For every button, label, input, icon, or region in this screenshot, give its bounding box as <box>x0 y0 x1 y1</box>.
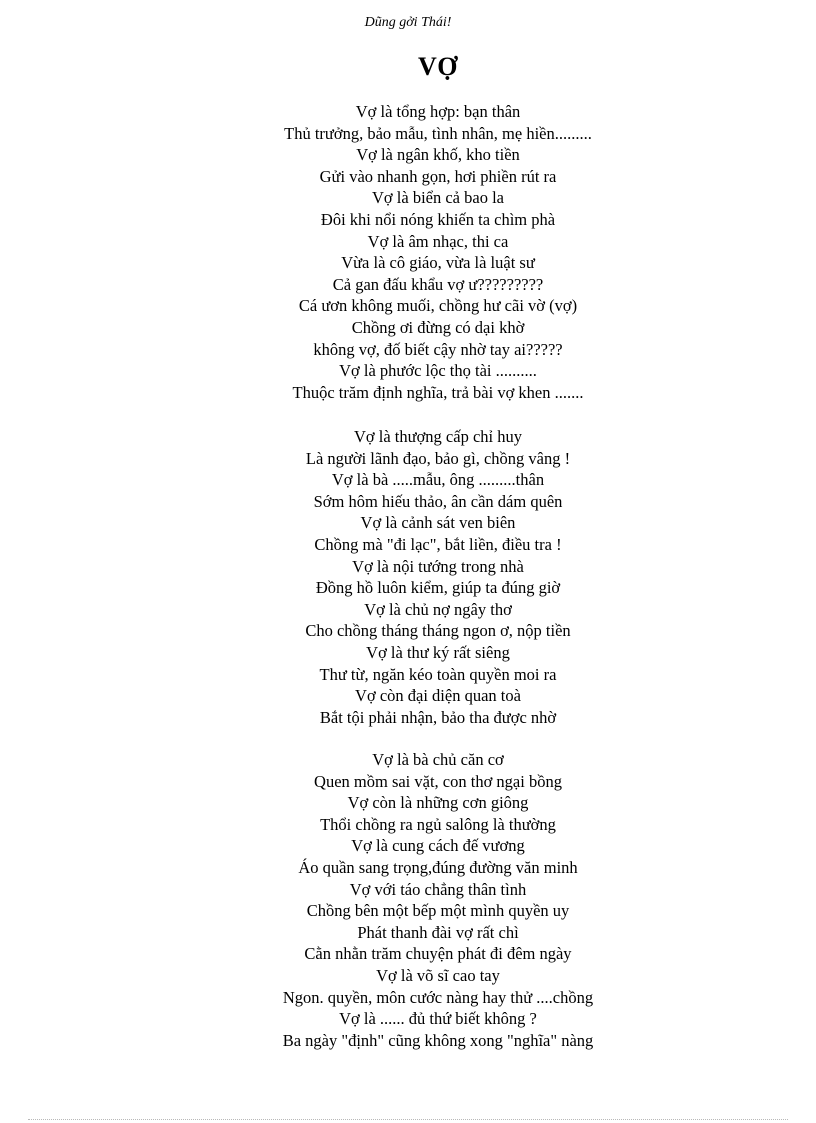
poem-line: Vợ là nội tướng trong nhà <box>352 556 524 576</box>
poem-line: Thư từ, ngăn kéo toàn quyền moi ra <box>319 664 557 684</box>
poem-line: Cho chồng tháng tháng ngon ơ, nộp tiền <box>305 621 571 641</box>
poem-line: Vợ là bà chủ căn cơ <box>372 750 504 769</box>
poem-line: Cằn nhằn trăm chuyện phát đi đêm ngày <box>304 944 572 964</box>
poem-line: Là người lãnh đạo, bảo gì, chồng vâng ! <box>305 448 571 468</box>
page-bottom-rule <box>28 1119 788 1120</box>
poem-line: Gửi vào nhanh gọn, hơi phiền rút ra <box>319 166 557 186</box>
poem-line: Áo quần sang trọng,đúng đường văn minh <box>298 857 578 877</box>
poem-line: Phát thanh đài vợ rất chì <box>357 922 519 942</box>
poem-line: Vợ còn là những cơn giông <box>347 793 529 813</box>
poem-line: Vợ là bà .....mẫu, ông .........thân <box>331 470 545 490</box>
header-note: Dũng gởi Thái! <box>364 15 452 30</box>
poem-line: Vợ là võ sĩ cao tay <box>376 965 500 985</box>
poem-line: Vợ là thượng cấp chỉ huy <box>354 427 522 446</box>
poem-line: Đôi khi nổi nóng khiến ta chìm phà <box>320 209 556 229</box>
poem-line: Sớm hôm hiếu thảo, ân cần dám quên <box>313 491 563 511</box>
poem-line: Đồng hồ luôn kiểm, giúp ta đúng giờ <box>315 578 561 598</box>
poem-line: Quen mồm sai vặt, con thơ ngại bồng <box>314 771 562 791</box>
poem-line: Chồng ơi đừng có dại khờ <box>351 317 525 337</box>
poem-line: Vợ là thư ký rất siêng <box>366 642 510 662</box>
poem-line: Vợ là biển cả bao la <box>372 188 504 208</box>
poem-line: Chồng bên một bếp một mình quyền uy <box>306 901 570 921</box>
poem-line: Vợ là cung cách đế vương <box>351 836 525 856</box>
poem-line: Vợ là âm nhạc, thi ca <box>367 231 509 251</box>
poem-line: Vợ còn đại diện quan toà <box>355 686 521 706</box>
poem-line: Chồng mà "đi lạc", bắt liền, điều tra ! <box>314 534 562 554</box>
poem-line: Vợ là ...... đủ thứ biết không ? <box>339 1009 537 1029</box>
poem-line: Vợ là ngân khố, kho tiền <box>356 145 520 165</box>
poem-line: Thổi chồng ra ngủ salông là thường <box>320 814 556 834</box>
poem-line: không vợ, đố biết cậy nhờ tay ai????? <box>313 339 563 359</box>
stanza-2 <box>0 426 816 728</box>
poem-line: Ngon. quyền, môn cước nàng hay thử ....chồng <box>282 987 594 1007</box>
poem-line: Thủ trưởng, bảo mẫu, tình nhân, mẹ hiền......... <box>284 123 592 143</box>
poem-line: Vừa là cô giáo, vừa là luật sư <box>341 253 535 273</box>
poem-line: Bắt tội phải nhận, bảo tha được nhờ <box>319 707 557 727</box>
stanza-1 <box>0 101 816 403</box>
poem-line: Vợ là phước lộc thọ tài .......... <box>339 361 537 381</box>
poem-line: Cá ươn không muối, chồng hư cãi vờ (vợ) <box>298 296 578 316</box>
poem-line: Vợ là tổng hợp: bạn thân <box>355 102 521 121</box>
poem-line: Thuộc trăm định nghĩa, trả bài vợ khen ....... <box>292 382 584 402</box>
poem-line: Ba ngày "định" cũng không xong "nghĩa" nàng <box>282 1030 594 1050</box>
poem-title: VỢ <box>418 52 458 81</box>
poem-line: Vợ là chủ nợ ngây thơ <box>364 599 512 619</box>
poem-line: Vợ với táo chẳng thân tình <box>349 879 527 899</box>
poem-line: Vợ là cảnh sát ven biên <box>360 513 516 533</box>
poem-line: Cả gan đấu khẩu vợ ư????????? <box>332 274 544 294</box>
stanza-3 <box>0 749 816 1051</box>
